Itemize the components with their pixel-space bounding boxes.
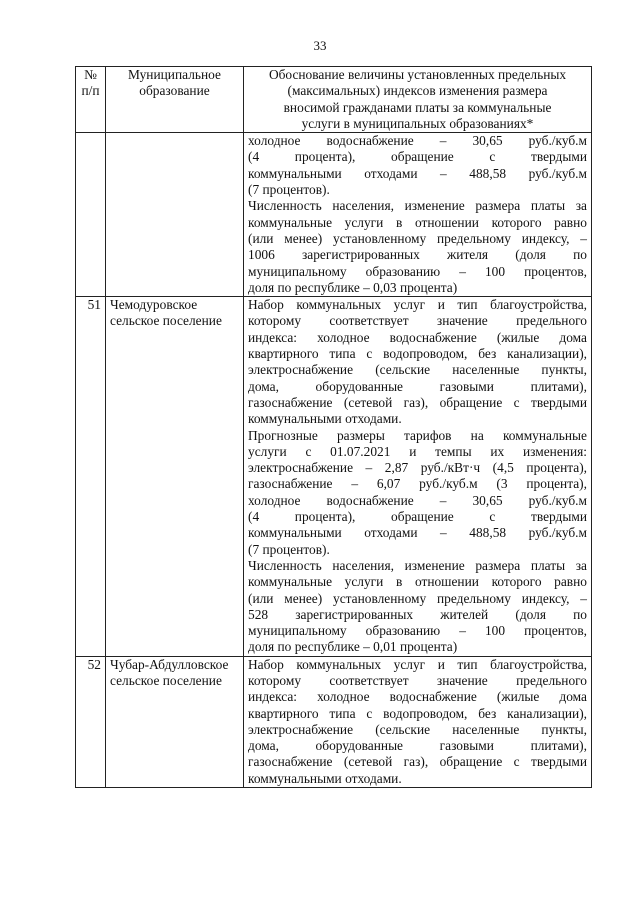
page-number: 33 xyxy=(313,38,327,53)
row-number xyxy=(76,133,106,297)
justification-line: коммунальными отходами – 488,58 руб./куб.м xyxy=(248,525,587,541)
justification-line: Набор коммунальных услуг и тип благоустройства, xyxy=(248,297,587,313)
justification-line: Набор коммунальных услуг и тип благоустройства, xyxy=(248,656,587,672)
justification-line: муниципальному образованию – 100 процентов, xyxy=(248,263,587,279)
table-row xyxy=(76,656,592,787)
justification-line: газоснабжение (сетевой газ), обращение с твердыми xyxy=(248,394,587,410)
justification-line: муниципальному образованию – 100 процентов, xyxy=(248,623,587,639)
row-municipality xyxy=(106,297,244,657)
justification-line: электроснабжение (сельские населенные пункты, xyxy=(248,362,587,378)
header-justification-line: услуги в муниципальных образованиях* xyxy=(301,115,534,131)
header-municipality-line: Муниципальное xyxy=(128,67,221,82)
municipality-line: сельское поселение xyxy=(110,313,222,329)
row-number: 52 xyxy=(76,656,106,787)
header-justification-line: (максимальных) индексов изменения размера xyxy=(287,83,548,99)
header-municipality-line: образование xyxy=(139,83,210,99)
justification-line: (4 процента), обращение с твердыми xyxy=(248,149,587,165)
justification-line: электроснабжение (сельские населенные пункты, xyxy=(248,721,587,737)
header-number-line: № xyxy=(84,67,97,82)
justification-paragraph xyxy=(248,428,587,558)
justification-line: коммунальными отходами. xyxy=(248,770,402,786)
municipality-line: Чубар-Абдулловское xyxy=(110,656,229,672)
justification-line: Численность населения, изменение размера платы за xyxy=(248,557,587,573)
header-justification xyxy=(244,67,592,133)
header-justification-line: вносимой гражданами платы за коммунальные xyxy=(283,99,552,115)
header-number xyxy=(76,67,106,133)
justification-line: коммунальные услуги в отношении которого равно xyxy=(248,574,587,590)
justification-line: коммунальные услуги в отношении которого равно xyxy=(248,214,587,230)
justification-paragraph xyxy=(248,657,587,787)
justification-line: которому соответствует значение предельного xyxy=(248,672,587,688)
justification-line: услуги с 01.07.2021 и темпы их изменения: xyxy=(248,443,587,459)
table-header-row xyxy=(76,67,592,133)
row-justification xyxy=(244,656,592,787)
justification-line: (7 процентов). xyxy=(248,541,330,557)
row-municipality xyxy=(106,656,244,787)
row-justification xyxy=(244,297,592,657)
row-municipality xyxy=(106,133,244,297)
row-number: 51 xyxy=(76,297,106,657)
justification-line: которому соответствует значение предельного xyxy=(248,313,587,329)
justification-line: дома, оборудованные газовыми плитами), xyxy=(248,738,587,754)
justification-paragraph xyxy=(248,558,587,656)
table-body xyxy=(76,133,592,788)
justification-line: квартирного типа с водопроводом, без канализации), xyxy=(248,346,587,362)
justification-line: электроснабжение – 2,87 руб./кВт·ч (4,5 процента), xyxy=(248,460,587,476)
header-municipality xyxy=(106,67,244,133)
justification-line: газоснабжение – 6,07 руб./куб.м (3 процента), xyxy=(248,476,587,492)
justification-line: индекса: холодное водоснабжение (жилые дома xyxy=(248,329,587,345)
justification-line: квартирного типа с водопроводом, без канализации), xyxy=(248,705,587,721)
justification-line: Численность населения, изменение размера платы за xyxy=(248,198,587,214)
tariff-justification-table xyxy=(75,66,592,788)
justification-line: доля по республике – 0,01 процента) xyxy=(248,639,458,655)
header-justification-line: Обоснование величины установленных предельных xyxy=(268,67,567,82)
municipality-line: Чемодуровское xyxy=(110,297,198,313)
justification-paragraph xyxy=(248,297,587,427)
justification-line: холодное водоснабжение – 30,65 руб./куб.м xyxy=(248,492,587,508)
justification-line: индекса: холодное водоснабжение (жилые дома xyxy=(248,689,587,705)
justification-paragraph xyxy=(248,198,587,296)
justification-line: газоснабжение (сетевой газ), обращение с твердыми xyxy=(248,754,587,770)
justification-line: Прогнозные размеры тарифов на коммунальные xyxy=(248,427,587,443)
table-row xyxy=(76,133,592,297)
justification-line: дома, оборудованные газовыми плитами), xyxy=(248,378,587,394)
justification-line: доля по республике – 0,03 процента) xyxy=(248,279,458,295)
justification-line: коммунальными отходами – 488,58 руб./куб.м xyxy=(248,165,587,181)
header-number-line: п/п xyxy=(81,83,100,99)
justification-line: коммунальными отходами. xyxy=(248,411,402,427)
justification-line: (7 процентов). xyxy=(248,182,330,198)
justification-line: (или менее) установленному предельному индексу, – xyxy=(248,590,587,606)
municipality-line: сельское поселение xyxy=(110,672,222,688)
justification-paragraph xyxy=(248,133,587,198)
row-justification xyxy=(244,133,592,297)
justification-line: (или менее) установленному предельному индексу, – xyxy=(248,230,587,246)
justification-line: холодное водоснабжение – 30,65 руб./куб.м xyxy=(248,133,587,149)
justification-line: (4 процента), обращение с твердыми xyxy=(248,509,587,525)
justification-line: 1006 зарегистрированных жителя (доля по xyxy=(248,247,587,263)
justification-line: 528 зарегистрированных жителей (доля по xyxy=(248,606,587,622)
table-row xyxy=(76,297,592,657)
